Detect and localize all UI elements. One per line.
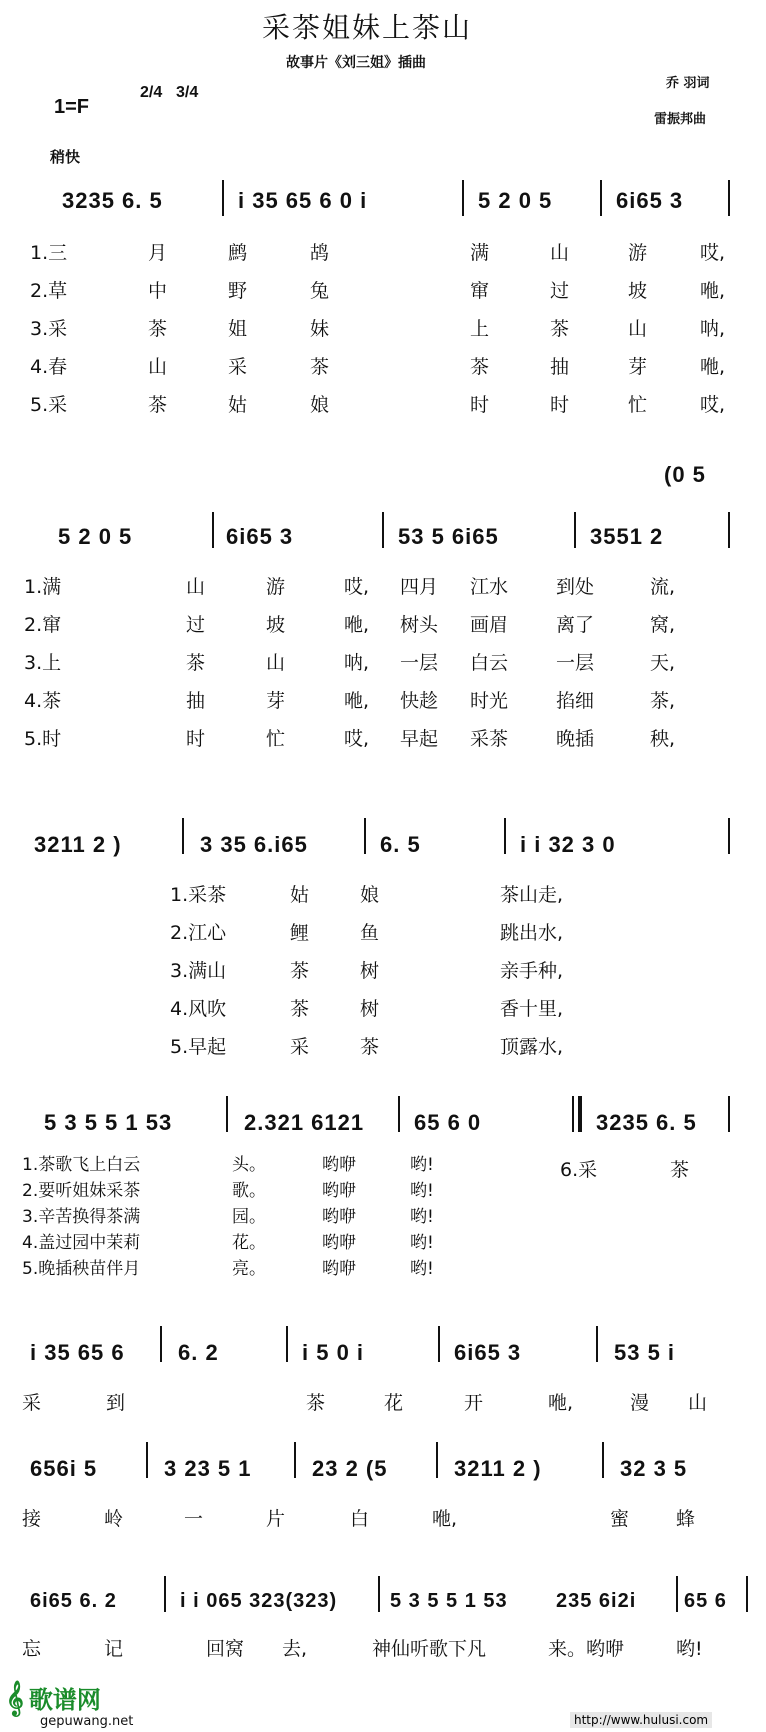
lyric-text: 哟咿 [322, 1155, 356, 1175]
lyric-text: 树头 [400, 614, 439, 636]
lyric-text: 月 [148, 242, 168, 264]
measure: 65 6 0 [414, 1110, 482, 1135]
lyric-text: 1.满 [24, 576, 62, 598]
barline [378, 1576, 380, 1612]
lyric-text: 咃, [700, 280, 726, 302]
lyric-text: 2.窜 [24, 614, 62, 636]
barline [146, 1442, 148, 1478]
lyric-text: 茶, [650, 690, 676, 712]
time-signature-2: 3/4 [176, 84, 199, 101]
lyric-text: 茶 [290, 960, 310, 982]
lyric-text: 画眉 [470, 614, 509, 636]
repeat-barline [572, 1096, 574, 1132]
measure: i 35 65 6 0 i [238, 188, 368, 213]
lyric-text: 白 [350, 1508, 370, 1530]
barline [574, 512, 576, 548]
lyric-text: 上 [470, 318, 490, 340]
lyric-text: 山 [550, 242, 570, 264]
lyric-text: 亲手种, [500, 960, 564, 982]
barline [286, 1326, 288, 1362]
lyric-text: 1.三 [30, 242, 68, 264]
lyric-text: 窜 [470, 280, 490, 302]
measure: 5 3 5 5 1 53 [390, 1590, 508, 1612]
measure: 235 6i2i [556, 1590, 637, 1612]
barline [504, 818, 506, 854]
lyric-text: 岭 [104, 1508, 124, 1530]
lyric-text: 茶 [550, 318, 570, 340]
lyric-text: 游 [266, 576, 286, 598]
lyric-text: 掐细 [556, 690, 595, 712]
lyric-text: 四月 [400, 576, 439, 598]
measure: i i 065 323(323) [180, 1590, 338, 1612]
lyric-text: 咃, [548, 1392, 574, 1414]
lyric-text: 晚插 [556, 728, 595, 750]
measure: 6i65 3 [454, 1340, 522, 1365]
lyric-text: 姑 [290, 884, 310, 906]
lyric-text: 茶 [360, 1036, 380, 1058]
lyric-text: 香十里, [500, 998, 564, 1020]
lyric-text: 茶 [148, 394, 168, 416]
measure: 32 3 5 [620, 1456, 688, 1481]
lyric-text: 茶 [290, 998, 310, 1020]
lyric-text: 坡 [628, 280, 648, 302]
barline [398, 1096, 400, 1132]
measure: 65 6 [684, 1590, 727, 1612]
lyric-text: 到处 [556, 576, 595, 598]
lyric-text: 鱼 [360, 922, 380, 944]
measure: 3 35 6.i65 [200, 832, 308, 857]
lyric-text: 3.上 [24, 652, 62, 674]
lyric-text: 树 [360, 998, 380, 1020]
barline [600, 180, 602, 216]
pickup-notes: (0 5 [664, 462, 706, 487]
lyric-text: 姐 [228, 318, 248, 340]
repeat-barline-thick [578, 1096, 582, 1132]
measure: 6i65 6. 2 [30, 1590, 117, 1612]
measure: 23 2 (5 [312, 1456, 388, 1481]
measure: 5 2 0 5 [58, 524, 133, 549]
lyric-text: 开 [464, 1392, 484, 1414]
barline [212, 512, 214, 548]
lyric-text: 哟! [410, 1181, 434, 1201]
measure: 5 3 5 5 1 53 [44, 1110, 173, 1135]
lyric-text: 哟! [410, 1233, 434, 1253]
lyric-text: 咃, [700, 356, 726, 378]
lyric-text: 时 [550, 394, 570, 416]
lyric-text: 一层 [400, 652, 439, 674]
lyric-text: 1.茶歌飞上白云 [22, 1155, 141, 1175]
lyric-text: 江水 [470, 576, 509, 598]
measure: i i 32 3 0 [520, 832, 616, 857]
lyric-text: 3.采 [30, 318, 68, 340]
measure: 3211 2 ) [34, 832, 122, 857]
lyric-text: 时 [470, 394, 490, 416]
lyric-text: 到 [106, 1392, 126, 1414]
song-subtitle: 故事片《刘三姐》插曲 [286, 55, 426, 71]
lyric-text: 抽 [550, 356, 570, 378]
lyric-text: 神仙听歌下凡 [372, 1638, 487, 1660]
lyric-text: 芽 [628, 356, 648, 378]
lyric-text: 4.盖过园中茉莉 [22, 1233, 141, 1253]
barline [728, 818, 730, 854]
barline [222, 180, 224, 216]
verse-6-lyric: 茶 [670, 1159, 690, 1181]
measure: 3551 2 [590, 524, 664, 549]
lyric-text: 哟咿 [322, 1233, 356, 1253]
barline [438, 1326, 440, 1362]
lyric-text: 过 [186, 614, 206, 636]
lyric-text: 兔 [310, 280, 330, 302]
lyric-text: 采 [290, 1036, 310, 1058]
lyric-text: 忙 [266, 728, 286, 750]
lyric-text: 5.采 [30, 394, 68, 416]
lyric-text: 树 [360, 960, 380, 982]
lyric-text: 采 [22, 1392, 42, 1414]
lyric-text: 蜜 [610, 1508, 630, 1530]
measure: 53 5 i [614, 1340, 676, 1365]
lyric-text: 4.春 [30, 356, 68, 378]
measure: 5 2 0 5 [478, 188, 553, 213]
lyric-text: 哟! [410, 1207, 434, 1227]
lyric-text: 快趁 [400, 690, 439, 712]
lyric-text: 茶 [306, 1392, 326, 1414]
logo-text: 歌谱网 [28, 1685, 101, 1714]
measure: 3235 6. 5 [596, 1110, 697, 1135]
lyric-text: 山 [266, 652, 286, 674]
barline [602, 1442, 604, 1478]
key-signature: 1=F [54, 96, 90, 118]
lyric-text: 鹧 [228, 242, 248, 264]
lyric-text: 秧, [650, 728, 676, 750]
barline [226, 1096, 228, 1132]
lyric-text: 抽 [186, 690, 206, 712]
lyric-text: 娘 [360, 884, 380, 906]
lyric-text: 园。 [232, 1207, 266, 1227]
measure: 3211 2 ) [454, 1456, 542, 1481]
lyric-text: 哎, [700, 394, 726, 416]
lyric-text: 坡 [266, 614, 286, 636]
lyric-text: 时光 [470, 690, 509, 712]
lyric-text: 天, [650, 652, 676, 674]
lyric-text: 采 [228, 356, 248, 378]
lyric-text: 来。哟咿 [548, 1638, 625, 1660]
lyric-text: 2.江心 [170, 922, 227, 944]
lyric-text: 呐, [344, 652, 370, 674]
lyric-text: 接 [22, 1508, 42, 1530]
composer-credit: 雷振邦曲 [654, 112, 707, 127]
lyric-text: 娘 [310, 394, 330, 416]
lyric-text: 中 [148, 280, 168, 302]
lyric-text: 忘 [22, 1638, 42, 1660]
watermark-url[interactable]: http://www.hulusi.com [570, 1712, 712, 1728]
barline [364, 818, 366, 854]
lyric-text: 离了 [556, 614, 595, 636]
lyric-text: 茶 [310, 356, 330, 378]
final-barline [746, 1576, 748, 1612]
lyric-text: 片 [266, 1508, 286, 1530]
lyric-text: 早起 [400, 728, 439, 750]
barline [596, 1326, 598, 1362]
measure: 6i65 3 [616, 188, 684, 213]
lyric-text: 忙 [628, 394, 648, 416]
lyric-text: 蜂 [676, 1508, 696, 1530]
measure: i 35 65 6 [30, 1340, 125, 1365]
lyric-text: 茶 [470, 356, 490, 378]
measure: 6. 5 [380, 832, 421, 857]
lyric-text: 哟! [410, 1259, 434, 1279]
barline [676, 1576, 678, 1612]
lyric-text: 哎, [344, 728, 370, 750]
barline [294, 1442, 296, 1478]
barline [182, 818, 184, 854]
lyric-text: 3.满山 [170, 960, 227, 982]
barline [728, 180, 730, 216]
song-title: 采茶姐妹上茶山 [262, 11, 473, 44]
lyric-text: 咃, [432, 1508, 458, 1530]
lyric-text: 4.风吹 [170, 998, 227, 1020]
lyric-text: 头。 [232, 1155, 266, 1175]
lyric-text: 采茶 [470, 728, 509, 750]
lyric-text: 山 [186, 576, 206, 598]
lyric-text: 哟咿 [322, 1181, 356, 1201]
lyric-text: 窝, [650, 614, 676, 636]
lyric-text: 跳出水, [500, 922, 564, 944]
lyric-text: 茶山走, [500, 884, 564, 906]
measure: 3 23 5 1 [164, 1456, 252, 1481]
lyric-text: 满 [470, 242, 490, 264]
lyric-text: 记 [104, 1638, 124, 1660]
lyric-text: 游 [628, 242, 648, 264]
lyric-text: 一 [184, 1508, 204, 1530]
lyric-text: 2.要听姐妹采茶 [22, 1181, 141, 1201]
measure: 53 5 6i65 [398, 524, 499, 549]
lyric-text: 茶 [148, 318, 168, 340]
lyricist-credit: 乔 羽词 [666, 76, 710, 91]
lyric-text: 哎, [700, 242, 726, 264]
time-signature-1: 2/4 [140, 84, 163, 101]
lyric-text: 咃, [344, 690, 370, 712]
lyric-text: 3.辛苦换得茶满 [22, 1207, 141, 1227]
lyric-text: 过 [550, 280, 570, 302]
lyric-text: 4.茶 [24, 690, 62, 712]
lyric-text: 花。 [232, 1233, 266, 1253]
barline [728, 512, 730, 548]
site-logo[interactable] [6, 1680, 101, 1716]
lyric-text: 山 [148, 356, 168, 378]
lyric-text: 顶露水, [500, 1036, 564, 1058]
barline [436, 1442, 438, 1478]
lyric-text: 花 [384, 1392, 404, 1414]
measure: 3235 6. 5 [62, 188, 163, 213]
lyric-text: 妹 [310, 318, 330, 340]
measure: i 5 0 i [302, 1340, 365, 1365]
lyric-text: 时 [186, 728, 206, 750]
barline [462, 180, 464, 216]
lyric-text: 鸪 [310, 242, 330, 264]
lyric-text: 漫 [630, 1392, 650, 1414]
lyric-text: 去, [282, 1638, 308, 1660]
lyric-text: 哟! [676, 1638, 703, 1660]
music-note-icon: 𝄞 [6, 1681, 24, 1716]
lyric-text: 流, [650, 576, 676, 598]
lyric-text: 一层 [556, 652, 595, 674]
measure: 656i 5 [30, 1456, 98, 1481]
tempo-marking: 稍快 [50, 148, 81, 166]
lyric-text: 5.早起 [170, 1036, 227, 1058]
barline [164, 1576, 166, 1612]
lyric-text: 歌。 [232, 1181, 266, 1201]
barline [160, 1326, 162, 1362]
lyric-text: 回窝 [206, 1638, 245, 1660]
measure: 6i65 3 [226, 524, 294, 549]
measure: 6. 2 [178, 1340, 219, 1365]
lyric-text: 5.时 [24, 728, 62, 750]
lyric-text: 哎, [344, 576, 370, 598]
lyric-text: 2.草 [30, 280, 68, 302]
lyric-text: 咃, [344, 614, 370, 636]
lyric-text: 亮。 [232, 1259, 266, 1279]
lyric-text: 山 [688, 1392, 708, 1414]
lyric-text: 哟咿 [322, 1259, 356, 1279]
lyric-text: 1.采茶 [170, 884, 227, 906]
lyric-text: 白云 [470, 652, 509, 674]
lyric-text: 呐, [700, 318, 726, 340]
lyric-text: 山 [628, 318, 648, 340]
lyric-text: 茶 [186, 652, 206, 674]
lyric-text: 芽 [266, 690, 286, 712]
lyric-text: 5.晚插秧苗伴月 [22, 1259, 141, 1279]
barline [728, 1096, 730, 1132]
verse-6-lyric: 6.采 [560, 1159, 598, 1181]
lyric-text: 哟! [410, 1155, 434, 1175]
lyric-text: 野 [228, 280, 248, 302]
lyric-text: 哟咿 [322, 1207, 356, 1227]
lyric-text: 鲤 [290, 922, 310, 944]
barline [382, 512, 384, 548]
site-domain[interactable]: gepuwang.net [40, 1714, 134, 1729]
measure: 2.321 6121 [244, 1110, 365, 1135]
lyric-text: 姑 [228, 394, 248, 416]
